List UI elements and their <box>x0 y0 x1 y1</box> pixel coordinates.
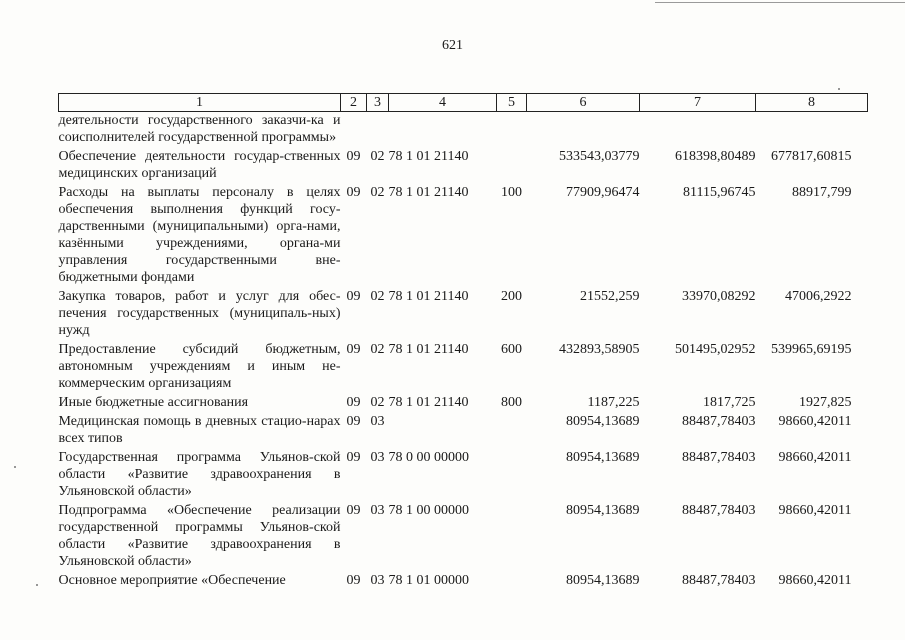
scan-speck <box>14 466 16 468</box>
cell-col-6: 432893,58905 <box>559 342 640 357</box>
cell-col-4: 78 1 01 21140 <box>388 342 469 357</box>
cell-col-6: 21552,259 <box>580 289 640 304</box>
cell-col-6: 533543,03779 <box>559 149 640 164</box>
cell-col-4: 78 1 01 21140 <box>388 185 469 200</box>
cell-col-2: 09 <box>346 414 361 429</box>
cell-col-2: 09 <box>346 395 361 410</box>
cell-col-2: 09 <box>346 289 361 304</box>
header-row <box>59 94 868 112</box>
cell-col-3 <box>367 112 389 149</box>
cell-col-2: 09 <box>346 185 361 200</box>
cell-col-6: 80954,13689 <box>566 414 640 429</box>
cell-col-2: 09 <box>346 149 361 164</box>
cell-col-3: 02 <box>370 185 385 200</box>
cell-col-2 <box>341 112 367 149</box>
cell-col-7: 33970,08292 <box>682 289 756 304</box>
cell-col-7: 88487,78403 <box>682 450 756 465</box>
cell-col-3: 03 <box>370 414 385 429</box>
cell-col-4 <box>389 112 497 149</box>
cell-col-8: 677817,60815 <box>771 149 852 164</box>
header-col-6: 6 <box>527 94 640 112</box>
row-name-cell: Иные бюджетные ассигнования <box>58 395 249 410</box>
cell-col-7: 88487,78403 <box>682 573 756 588</box>
cell-col-5: 800 <box>501 395 522 410</box>
row-name-cell: Медицинская помощь в дневных стацио-нарах всех типов <box>58 414 341 446</box>
cell-col-6: 80954,13689 <box>566 573 640 588</box>
header-col-7: 7 <box>640 94 756 112</box>
row-name-cell: Обеспечение деятельности государ-ственных медицинских организаций <box>58 149 341 181</box>
cell-col-8: 47006,2922 <box>785 289 852 304</box>
cell-col-6: 1187,225 <box>587 395 640 410</box>
row-name-cell: Основное мероприятие «Обеспечение <box>58 573 286 588</box>
table-row <box>59 502 868 572</box>
cell-col-8: 98660,42011 <box>778 503 852 518</box>
cell-col-4: 78 1 01 00000 <box>388 573 469 588</box>
budget-table <box>58 93 868 591</box>
header-col-1: 1 <box>59 94 341 112</box>
cell-col-6: 80954,13689 <box>566 450 640 465</box>
cell-col-8 <box>756 112 868 149</box>
cell-col-3: 02 <box>370 149 385 164</box>
cell-col-6: 77909,96474 <box>566 185 640 200</box>
cell-col-3: 02 <box>370 395 385 410</box>
scan-speck <box>36 584 38 586</box>
cell-col-5 <box>497 413 527 449</box>
cell-col-3: 03 <box>370 573 385 588</box>
table-row <box>59 148 868 184</box>
row-name-cell: деятельности государственного заказчи-ка и соисполнителей государственной программы» <box>58 113 341 145</box>
page-number: 621 <box>442 38 463 53</box>
cell-col-4: 78 1 00 00000 <box>388 503 469 518</box>
scan-speck <box>838 88 840 90</box>
cell-col-3: 03 <box>370 450 385 465</box>
cell-col-4: 78 1 01 21140 <box>388 149 469 164</box>
cell-col-4 <box>389 413 497 449</box>
cell-col-7: 88487,78403 <box>682 503 756 518</box>
cell-col-8: 88917,799 <box>792 185 852 200</box>
cell-col-4: 78 0 00 00000 <box>388 450 469 465</box>
table-row <box>59 184 868 288</box>
header-col-5: 5 <box>497 94 527 112</box>
cell-col-2: 09 <box>346 342 361 357</box>
cell-col-8: 98660,42011 <box>778 573 852 588</box>
cell-col-2: 09 <box>346 503 361 518</box>
table-row <box>59 449 868 502</box>
cell-col-8: 1927,825 <box>799 395 852 410</box>
table-row <box>59 341 868 394</box>
cell-col-7: 81115,96745 <box>683 185 756 200</box>
cell-col-2: 09 <box>346 450 361 465</box>
cell-col-7 <box>640 112 756 149</box>
row-name-cell: Закупка товаров, работ и услуг для обес-печения государственных (муниципаль-ных) нужд <box>58 289 341 338</box>
row-name-cell: Подпрограмма «Обеспечение реализации государственной программы Ульянов-ской области «Развитие здравоохранения в Ульяновской области» <box>58 503 341 569</box>
cell-col-5 <box>497 572 527 591</box>
top-rule <box>655 2 905 3</box>
cell-col-6: 80954,13689 <box>566 503 640 518</box>
cell-col-5: 600 <box>501 342 522 357</box>
cell-col-3: 02 <box>370 342 385 357</box>
cell-col-5 <box>497 449 527 502</box>
table-row <box>59 112 868 149</box>
cell-col-7: 618398,80489 <box>675 149 756 164</box>
cell-col-3: 03 <box>370 503 385 518</box>
cell-col-4: 78 1 01 21140 <box>388 289 469 304</box>
cell-col-5 <box>497 148 527 184</box>
cell-col-6 <box>527 112 640 149</box>
header-col-3: 3 <box>367 94 389 112</box>
header-col-4: 4 <box>389 94 497 112</box>
cell-col-7: 501495,02952 <box>675 342 756 357</box>
cell-col-4: 78 1 01 21140 <box>388 395 469 410</box>
row-name-cell: Расходы на выплаты персоналу в целях обеспечения выполнения функций госу-дарственными (муниципальными) орга-нами, казёнными учреждениями, органа-ми управления государственными вне-бюджетными фондами <box>58 185 341 285</box>
cell-col-8: 539965,69195 <box>771 342 852 357</box>
header-col-2: 2 <box>341 94 367 112</box>
cell-col-5 <box>497 502 527 572</box>
cell-col-7: 1817,725 <box>703 395 756 410</box>
row-name-cell: Государственная программа Ульянов-ской области «Развитие здравоохранения в Ульяновской области» <box>58 450 341 499</box>
cell-col-8: 98660,42011 <box>778 414 852 429</box>
table-row <box>59 413 868 449</box>
cell-col-8: 98660,42011 <box>778 450 852 465</box>
cell-col-5 <box>497 112 527 149</box>
header-col-8: 8 <box>756 94 868 112</box>
table-row <box>59 394 868 413</box>
cell-col-3: 02 <box>370 289 385 304</box>
cell-col-5: 200 <box>501 289 522 304</box>
cell-col-7: 88487,78403 <box>682 414 756 429</box>
row-name-cell: Предоставление субсидий бюджетным, автономным учреждениям и иным не-коммерческим организациям <box>58 342 341 391</box>
cell-col-2: 09 <box>346 573 361 588</box>
cell-col-5: 100 <box>501 185 522 200</box>
table-row <box>59 288 868 341</box>
table-row <box>59 572 868 591</box>
